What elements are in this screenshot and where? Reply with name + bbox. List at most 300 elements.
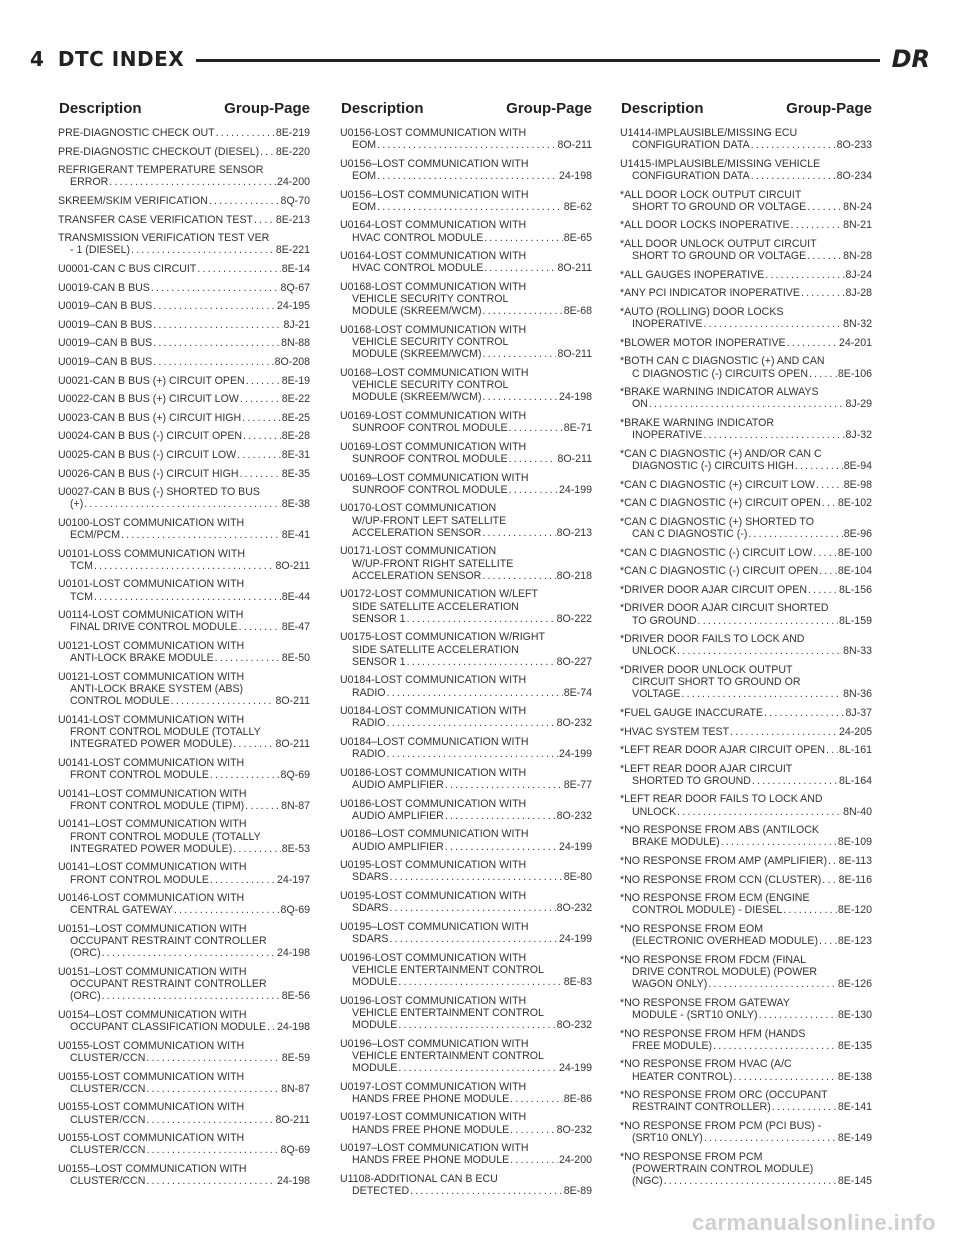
dot-leader (751, 139, 836, 151)
entry-last-line (620, 688, 872, 700)
entry-last-line (58, 1052, 310, 1064)
dot-leader (819, 565, 837, 577)
index-entry (340, 1142, 592, 1166)
entry-description-line: U0184-LOST COMMUNICATION WITH (340, 705, 527, 718)
entry-description-line: *LEFT REAR DOOR FAILS TO LOCK AND (620, 793, 823, 806)
index-entry (340, 1081, 592, 1105)
entry-description-line: U0027-CAN B BUS (-) SHORTED TO BUS (58, 486, 260, 499)
group-page-ref: 8N-33 (843, 645, 872, 658)
description-header: Description (621, 100, 704, 117)
index-entry (340, 281, 592, 318)
dot-leader (84, 498, 280, 510)
group-page-ref: 24-198 (559, 391, 592, 404)
entry-description-line: DRIVE CONTROL MODULE) (POWER (632, 966, 818, 979)
dot-leader (153, 300, 276, 312)
group-page-ref: 8O-218 (556, 569, 592, 582)
group-page-ref: 24-199 (559, 748, 592, 761)
entry-last-line (58, 319, 310, 331)
group-page-ref: 8E-220 (275, 145, 310, 158)
index-entry (620, 337, 872, 349)
dot-leader (131, 244, 275, 256)
entry-description-line: SKREEM/SKIM VERIFICATION (58, 194, 208, 207)
index-entry (620, 269, 872, 281)
entry-last-line (620, 368, 872, 380)
group-page-ref: 24-198 (277, 947, 310, 960)
dot-leader (174, 904, 280, 916)
entry-last-line (58, 412, 310, 424)
group-page-ref: 8O-222 (556, 612, 592, 625)
dot-leader (237, 449, 281, 461)
index-entry (340, 705, 592, 729)
entry-last-line (620, 645, 872, 657)
dot-leader (245, 800, 280, 812)
dot-leader (153, 356, 273, 368)
index-column-2 (340, 100, 592, 1204)
entry-description-line: U0100-LOST COMMUNICATION WITH (58, 516, 245, 529)
dot-leader (733, 1071, 836, 1083)
dot-leader (484, 232, 562, 244)
group-page-header: Group-Page (786, 100, 872, 117)
entry-last-line (620, 250, 872, 262)
group-page-ref: 8O-211 (275, 738, 310, 751)
entry-last-line (58, 1175, 310, 1187)
entry-description-line: U0019–CAN B BUS (58, 337, 153, 350)
entry-description-line: OCCUPANT RESTRAINT CONTROLLER (70, 978, 267, 991)
entry-description-line: VEHICLE ENTERTAINMENT CONTROL (352, 1006, 544, 1019)
entry-last-line (340, 1185, 592, 1197)
entry-description-line: *BOTH CAN C DIAGNOSTIC (+) AND CAN (620, 355, 825, 368)
entry-description-line: INTEGRATED POWER MODULE) (70, 738, 233, 751)
group-page-ref: 8N-40 (843, 805, 872, 818)
group-page-ref: 8E-102 (837, 497, 872, 510)
index-entry (620, 793, 872, 817)
index-entry (620, 726, 872, 738)
dot-leader (677, 645, 842, 657)
group-page-ref: 24-199 (559, 932, 592, 945)
group-page-ref: 8E-56 (281, 990, 310, 1003)
entry-description-line: *AUTO (ROLLING) DOOR LOCKS (620, 305, 784, 318)
entry-description-line: AUDIO AMPLIFIER (352, 840, 444, 853)
dot-leader (398, 1019, 555, 1031)
index-entry (620, 1028, 872, 1052)
dot-leader (482, 348, 556, 360)
entry-description-line: ANTI-LOCK BRAKE SYSTEM (ABS) (70, 683, 244, 696)
group-page-ref: 8J-28 (845, 287, 872, 300)
entry-description-line: CONTROL MODULE) - DIESEL (632, 904, 783, 917)
entry-description-line: SIDE SATELLITE ACCELERATION (352, 600, 519, 613)
entry-description-line: EOM (352, 200, 377, 213)
dot-leader (482, 391, 558, 403)
group-page-ref: 8E-74 (563, 686, 592, 699)
entry-description-line: U0186-LOST COMMUNICATION WITH (340, 797, 527, 810)
index-entry (620, 584, 872, 596)
page-header (30, 44, 930, 74)
group-page-ref: 8E-35 (281, 467, 310, 480)
entry-description-line: SENSOR 1 (352, 655, 406, 668)
entry-description-line: *DRIVER DOOR UNLOCK OUTPUT (620, 663, 793, 676)
index-entry (620, 1089, 872, 1113)
entry-last-line (58, 263, 310, 275)
entry-description-line: *NO RESPONSE FROM EOM (620, 923, 764, 936)
entry-last-line (340, 748, 592, 760)
entry-description-line: U0114-LOST COMMUNICATION WITH (58, 609, 244, 622)
index-entry (340, 736, 592, 760)
group-page-ref: 8E-138 (837, 1070, 872, 1083)
entry-description-line: FRONT CONTROL MODULE (70, 873, 209, 886)
entry-last-line (58, 591, 310, 603)
group-page-ref: 8E-77 (563, 778, 592, 791)
dot-leader (482, 305, 562, 317)
entry-last-line (58, 146, 310, 158)
entry-description-line: U0169-LOST COMMUNICATION WITH (340, 440, 527, 453)
group-page-ref: 24-198 (277, 1021, 310, 1034)
entry-last-line (620, 565, 872, 577)
entry-description-line: *DRIVER DOOR AJAR CIRCUIT SHORTED (620, 602, 829, 615)
entry-description-line: OCCUPANT RESTRAINT CONTROLLER (70, 935, 267, 948)
index-entry (620, 602, 872, 626)
index-entry (58, 1132, 310, 1156)
entry-description-line: U0156–LOST COMMUNICATION WITH (340, 157, 529, 170)
index-entry (58, 966, 310, 1003)
entry-description-line: U0101-LOST COMMUNICATION WITH (58, 578, 245, 591)
index-entry (340, 158, 592, 182)
group-page-ref: 8E-221 (275, 244, 310, 257)
entry-last-line (620, 1132, 872, 1144)
index-entry (340, 767, 592, 791)
entry-description-line: U0156–LOST COMMUNICATION WITH (340, 188, 529, 201)
group-page-ref: 8E-28 (281, 430, 310, 443)
group-page-header: Group-Page (224, 100, 310, 117)
dot-leader (407, 613, 556, 625)
entry-description-line: BRAKE MODULE) (632, 836, 720, 849)
index-entry (620, 158, 872, 182)
index-entry (340, 1038, 592, 1075)
group-page-ref: 8E-96 (843, 527, 872, 540)
dot-leader (510, 1154, 558, 1166)
entry-description-line: (SRT10 ONLY) (632, 1132, 703, 1145)
entry-description-line: U0186–LOST COMMUNICATION WITH (340, 828, 529, 841)
entry-description-line: U0155-LOST COMMUNICATION WITH (58, 1132, 245, 1145)
entry-description-line: U0151–LOST COMMUNICATION WITH (58, 923, 247, 936)
entry-description-line: *DRIVER DOOR AJAR CIRCUIT OPEN (620, 583, 807, 596)
group-page-ref: 8O-208 (274, 355, 310, 368)
group-page-ref: 8O-211 (275, 1113, 310, 1126)
entry-description-line: U0019–CAN B BUS (58, 300, 153, 313)
entry-description-line: ACCELERATION SENSOR (352, 526, 482, 539)
entry-description-line: MODULE (SKREEM/WCM) (352, 305, 482, 318)
entry-description-line: TCM (70, 559, 93, 572)
group-page-ref: 8Q-69 (280, 769, 310, 782)
index-entry (58, 861, 310, 885)
entry-last-line (340, 139, 592, 151)
entry-description-line: U0121-LOST COMMUNICATION WITH (58, 670, 245, 683)
dot-leader (102, 990, 281, 1002)
entry-description-line: ERROR (70, 176, 109, 189)
entry-description-line: HANDS FREE PHONE MODULE (352, 1154, 510, 1167)
entry-last-line (620, 287, 872, 299)
group-page-ref: 8E-22 (281, 393, 310, 406)
entry-description-line: U0168-LOST COMMUNICATION WITH (340, 323, 527, 336)
index-entry (58, 263, 310, 275)
column-header (340, 100, 592, 117)
dot-leader (153, 319, 282, 331)
entry-description-line: *NO RESPONSE FROM PCM (PCI BUS) - (620, 1120, 822, 1133)
dot-leader (407, 656, 556, 668)
entry-description-line: U0195–LOST COMMUNICATION WITH (340, 920, 529, 933)
entry-description-line: SDARS (352, 932, 389, 945)
entry-description-line: U0170-LOST COMMUNICATION (340, 502, 497, 515)
entry-description-line: AUDIO AMPLIFIER (352, 809, 444, 822)
group-page-ref: 8E-83 (563, 975, 592, 988)
dot-leader (387, 687, 563, 699)
entry-description-line: U0186-LOST COMMUNICATION WITH (340, 766, 527, 779)
index-entry (620, 763, 872, 787)
entry-description-line: *LEFT REAR DOOR AJAR CIRCUIT OPEN (620, 744, 826, 757)
entry-description-line: FRONT CONTROL MODULE (70, 769, 209, 782)
entry-last-line (58, 337, 310, 349)
entry-last-line (620, 337, 872, 349)
index-entry (340, 1111, 592, 1135)
dot-leader (146, 1175, 276, 1187)
dot-leader (398, 1062, 558, 1074)
dot-leader (809, 368, 837, 380)
group-page-ref: 24-197 (277, 873, 310, 886)
entry-description-line: HANDS FREE PHONE MODULE (352, 1092, 510, 1105)
index-entry (58, 430, 310, 442)
entry-description-line: ECM/PCM (70, 529, 121, 542)
entry-last-line (620, 528, 872, 540)
index-entry (58, 517, 310, 541)
group-page-ref: 8E-145 (837, 1175, 872, 1188)
entry-description-line: SDARS (352, 871, 389, 884)
entry-description-line: RADIO (352, 686, 386, 699)
index-entry (58, 468, 310, 480)
entry-description-line: U0195-LOST COMMUNICATION WITH (340, 889, 527, 902)
group-page-ref: 24-198 (559, 170, 592, 182)
entry-description-line: U0164-LOST COMMUNICATION WITH (340, 219, 527, 232)
index-entry (58, 671, 310, 708)
dot-leader (242, 412, 281, 424)
dot-leader (703, 318, 842, 330)
entry-last-line (58, 356, 310, 368)
group-page-ref: 8E-213 (275, 213, 310, 226)
index-entry (58, 232, 310, 256)
group-page-ref: 8E-50 (281, 652, 310, 665)
index-entry (620, 219, 872, 231)
entry-description-line: W/UP-FRONT RIGHT SATELLITE (352, 557, 514, 570)
index-entry (340, 859, 592, 883)
dot-leader (509, 484, 558, 496)
group-page-ref: 8E-38 (281, 498, 310, 511)
dot-leader (146, 1052, 280, 1064)
index-entry (620, 355, 872, 379)
dot-leader (649, 398, 845, 410)
dot-leader (791, 219, 843, 231)
entry-description-line: ON (632, 398, 648, 411)
dot-leader (215, 652, 281, 664)
entry-last-line (58, 430, 310, 442)
entry-description-line: MODULE (352, 975, 398, 988)
group-page-ref: 8J-24 (845, 268, 872, 281)
dot-leader (808, 584, 838, 596)
entry-description-line: RESTRAINT CONTROLLER) (632, 1101, 771, 1114)
index-entry (58, 548, 310, 572)
group-page-ref: 8J-21 (283, 318, 310, 331)
index-entry (620, 386, 872, 410)
group-page-ref: 8O-211 (557, 139, 592, 152)
entry-last-line (58, 695, 310, 707)
entry-last-line (340, 1062, 592, 1074)
dot-leader (704, 1132, 837, 1144)
entry-description-line: *CAN C DIAGNOSTIC (+) SHORTED TO (620, 515, 814, 528)
entry-description-line: CLUSTER/CCN (70, 1113, 146, 1126)
index-entry (58, 923, 310, 960)
entry-last-line (620, 219, 872, 231)
entry-description-line: U0184–LOST COMMUNICATION WITH (340, 735, 529, 748)
index-entry (58, 1101, 310, 1125)
index-entry (58, 892, 310, 916)
dot-leader (509, 453, 557, 465)
index-entry (620, 633, 872, 657)
entry-description-line: CLUSTER/CCN (70, 1144, 146, 1157)
entry-last-line (620, 1175, 872, 1187)
entry-description-line: (NGC) (632, 1175, 663, 1188)
entry-last-line (620, 1101, 872, 1113)
dot-leader (267, 1021, 276, 1033)
group-page-ref: 24-205 (839, 725, 872, 738)
dot-leader (730, 726, 838, 738)
entry-description-line: FINAL DRIVE CONTROL MODULE (70, 621, 238, 634)
entry-description-line: U0155-LOST COMMUNICATION WITH (58, 1101, 245, 1114)
entry-last-line (340, 810, 592, 822)
index-entry (58, 714, 310, 751)
index-entry (58, 449, 310, 461)
dot-leader (146, 1114, 274, 1126)
entry-description-line: *ALL GAUGES INOPERATIVE (620, 268, 765, 281)
index-entry (58, 195, 310, 207)
entry-description-line: *CAN C DIAGNOSTIC (-) CIRCUIT OPEN (620, 565, 819, 578)
entry-description-line: MODULE (SKREEM/WCM) (352, 391, 482, 404)
entry-last-line (340, 422, 592, 434)
dot-leader (377, 170, 558, 182)
entry-description-line: CENTRAL GATEWAY (70, 904, 174, 917)
entry-description-line: U0169-LOST COMMUNICATION WITH (340, 409, 527, 422)
entry-last-line (58, 947, 310, 959)
index-entry (620, 238, 872, 262)
index-entry (620, 874, 872, 886)
dot-leader (94, 560, 274, 572)
dot-leader (146, 1144, 279, 1156)
group-page-ref: 8Q-67 (280, 281, 310, 294)
dot-leader (807, 250, 842, 262)
dot-leader (240, 468, 281, 480)
entry-description-line: MODULE (352, 1018, 398, 1031)
dot-leader (243, 430, 281, 442)
dot-leader (377, 201, 563, 213)
index-entry (58, 282, 310, 294)
entry-description-line: U0195-LOST COMMUNICATION WITH (340, 859, 527, 872)
entry-last-line (620, 1009, 872, 1021)
index-entry (340, 189, 592, 213)
index-entry (58, 337, 310, 349)
entry-description-line: EOM (352, 170, 377, 182)
group-page-ref: 24-199 (559, 1061, 592, 1074)
group-page-ref: 8E-68 (563, 305, 592, 318)
entry-description-line: U0001-CAN C BUS CIRCUIT (58, 262, 197, 275)
entry-description-line: - 1 (DIESEL) (70, 244, 131, 257)
entry-description-line: *NO RESPONSE FROM HFM (HANDS (620, 1027, 806, 1040)
dot-leader (197, 263, 280, 275)
dot-leader (813, 547, 837, 559)
dot-leader (246, 375, 281, 387)
group-page-ref: 8O-211 (557, 348, 592, 361)
dot-leader (764, 707, 844, 719)
group-page-ref: 8E-59 (281, 1052, 310, 1065)
group-page-ref: 8E-80 (563, 871, 592, 884)
group-page-ref: 8N-36 (843, 688, 872, 701)
dot-leader (398, 976, 562, 988)
dot-leader (151, 282, 280, 294)
entry-description-line: *FUEL GAUGE INACCURATE (620, 706, 764, 719)
entry-last-line (340, 262, 592, 274)
index-entry (620, 448, 872, 472)
dot-leader (787, 337, 838, 349)
page-title: DTC INDEX (57, 47, 185, 71)
entry-last-line (58, 244, 310, 256)
dot-leader (445, 810, 556, 822)
entry-description-line: U0101-LOSS COMMUNICATION WITH (58, 547, 245, 560)
dot-leader (233, 843, 280, 855)
entry-description-line: *BRAKE WARNING INDICATOR (620, 416, 775, 429)
entry-last-line (620, 318, 872, 330)
entry-last-line (58, 375, 310, 387)
group-page-ref: 8E-116 (838, 873, 872, 886)
entry-description-line: SDARS (352, 902, 389, 915)
entry-description-line: CONFIGURATION DATA (632, 170, 750, 182)
entry-last-line (620, 775, 872, 787)
dot-leader (445, 779, 563, 791)
entry-description-line: U0155-LOST COMMUNICATION WITH (58, 1070, 245, 1083)
group-page-ref: 8O-211 (275, 559, 310, 572)
index-entry (340, 127, 592, 151)
group-page-ref: 8N-32 (843, 318, 872, 331)
entry-description-line: U0019–CAN B BUS (58, 318, 153, 331)
entry-last-line (340, 976, 592, 988)
entry-description-line: U0019–CAN B BUS (58, 355, 153, 368)
entry-last-line (340, 841, 592, 853)
entry-last-line (58, 282, 310, 294)
entry-last-line (340, 717, 592, 729)
entry-last-line (620, 615, 872, 627)
entry-last-line (620, 806, 872, 818)
group-page-ref: 24-200 (277, 176, 310, 189)
dot-leader (713, 1040, 837, 1052)
entry-description-line: DIAGNOSTIC (-) CIRCUITS HIGH (632, 459, 794, 472)
dot-leader (210, 769, 280, 781)
entry-description-line: W/UP-FRONT LEFT SATELLITE (352, 514, 507, 527)
entry-last-line (340, 902, 592, 914)
index-entry (58, 300, 310, 312)
entry-description-line: U0156-LOST COMMUNICATION WITH (340, 127, 527, 139)
entry-description-line: U0169–LOST COMMUNICATION WITH (340, 471, 529, 484)
entry-last-line (58, 176, 310, 188)
index-entry (620, 287, 872, 299)
group-page-ref: 8E-130 (837, 1009, 872, 1022)
entry-description-line: U0197–LOST COMMUNICATION WITH (340, 1142, 529, 1155)
entry-description-line: TO GROUND (632, 614, 697, 627)
dot-leader (209, 195, 280, 207)
entry-last-line (58, 1083, 310, 1095)
